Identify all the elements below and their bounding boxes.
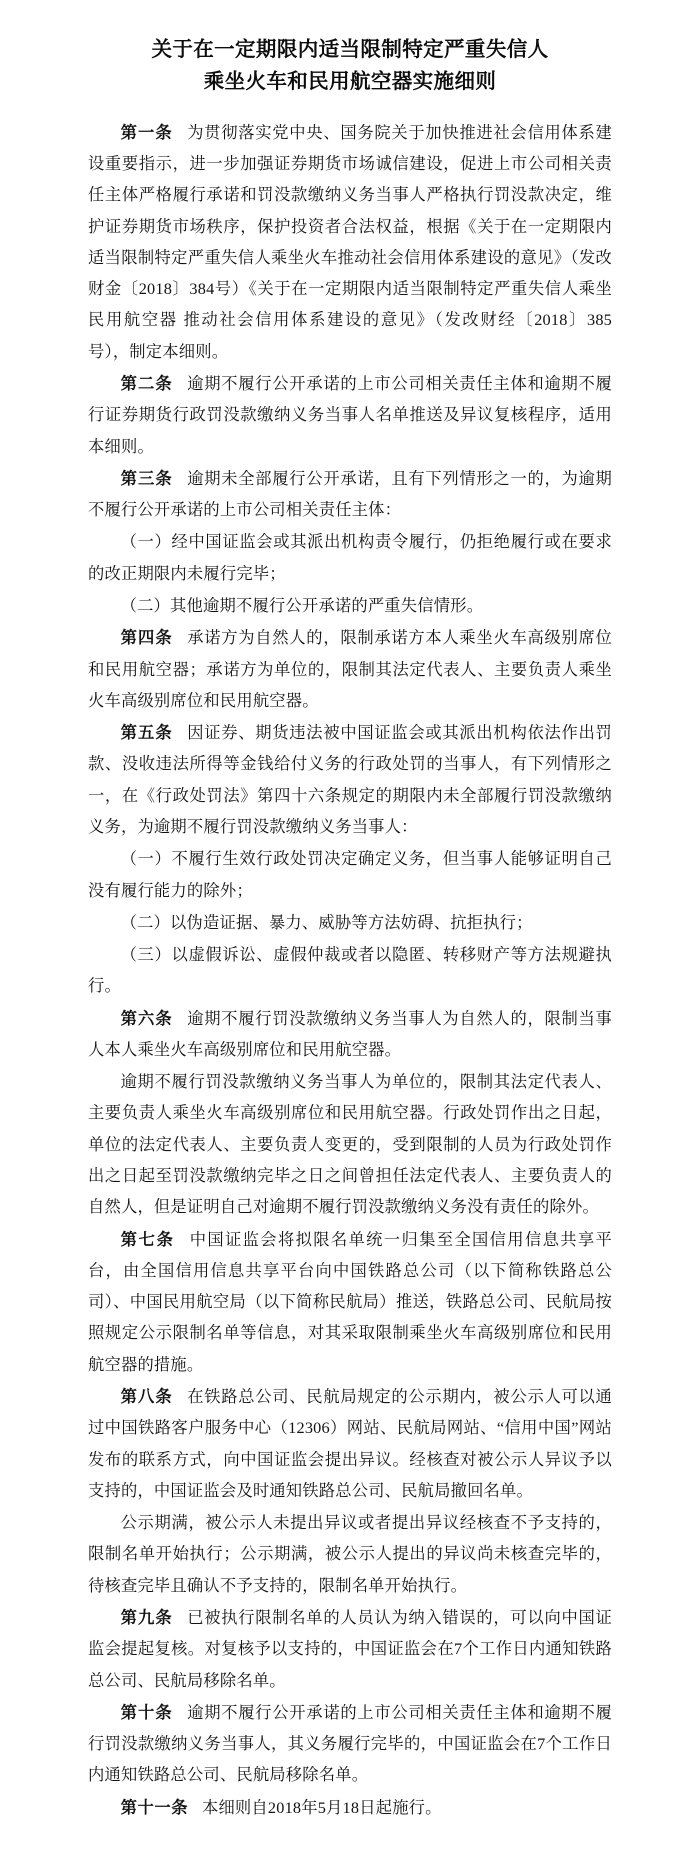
article-paragraph xyxy=(88,1003,612,1066)
paragraph-text: 在铁路总公司、民航局规定的公示期内，被公示人可以通过中国铁路客户服务中心（12306）网站、民航局网站、“信用中国”网站发布的联系方式，向中国证监会提出异议。经核查对被公示人异议予以支持的，中国证监会及时通知铁路总公司、民航局撤回名单。 xyxy=(88,1387,612,1500)
paragraph-text: 已被执行限制名单的人员认为纳入错误的，可以向中国证监会提起复核。对复核予以支持的，中国证监会在7个工作日内通知铁路总公司、民航局移除名单。 xyxy=(88,1607,612,1690)
article-paragraph xyxy=(88,622,612,716)
paragraph-text: 逾期不履行罚没款缴纳义务当事人为自然人的，限制当事人本人乘坐火车高级别席位和民用航空器。 xyxy=(88,1008,612,1059)
article-paragraph xyxy=(88,463,612,526)
article-marker: 第十一条 xyxy=(120,1797,189,1817)
paragraph-text: 承诺方为自然人的，限制承诺方本人乘坐火车高级别席位和民用航空器；承诺方为单位的，限制其法定代表人、主要负责人乘坐火车高级别席位和民用航空器。 xyxy=(88,628,612,710)
document-body xyxy=(88,117,612,1823)
paragraph-text: 中国证监会将拟限名单统一归集至全国信用信息共享平台，由全国信用信息共享平台向中国铁路总公司（以下简称铁路总公司）、中国民用航空局（以下简称民航局）推送，铁路总公司、民航局按照规定公示限制名单等信息，对其采取限制乘坐火车高级别席位和民用航空器的措施。 xyxy=(88,1229,612,1374)
article-marker: 第八条 xyxy=(120,1387,173,1406)
body-paragraph xyxy=(88,939,612,1002)
paragraph-text: 为贯彻落实党中央、国务院关于加快推进社会信用体系建设重要指示，进一步加强证券期货市场诚信建设，促进上市公司相关责任主体严格履行承诺和罚没款缴纳义务当事人严格执行罚没款决定，维护证券期货市场秩序，保护投资者合法权益，根据《关于在一定期限内适当限制特定严重失信人乘坐火车推动社会信用体系建设的意见》（发改财金〔2018〕384号）《关于在一定期限内适当限制特定严重失信人乘坐民用航空器 推动社会信用体系建设的意见》（发改财经〔2018〕385号），制定本细则。 xyxy=(88,122,612,361)
article-marker: 第三条 xyxy=(120,468,173,488)
paragraph-text: （一）不履行生效行政处罚决定确定义务，但当事人能够证明自己没有履行能力的除外； xyxy=(88,849,612,900)
paragraph-text: （一）经中国证监会或其派出机构责令履行，仍拒绝履行或在要求的改正期限内未履行完毕； xyxy=(88,532,612,583)
paragraph-text: （二）其他逾期不履行公开承诺的严重失信情形。 xyxy=(120,595,484,615)
page-title-line-2: 乘坐火车和民用航空器实施细则 xyxy=(203,71,497,94)
article-paragraph xyxy=(88,368,612,462)
article-marker: 第一条 xyxy=(120,122,173,142)
body-paragraph xyxy=(88,526,612,589)
article-paragraph xyxy=(88,1697,612,1791)
paragraph-text: 逾期不履行公开承诺的上市公司相关责任主体和逾期不履行证券期货行政罚没款缴纳义务当事人名单推送及异议复核程序，适用本细则。 xyxy=(88,374,612,456)
article-marker: 第七条 xyxy=(120,1229,175,1249)
paragraph-text: 本细则自2018年5月18日起施行。 xyxy=(201,1797,442,1817)
paragraph-text: （二）以伪造证据、暴力、威胁等方法妨碍、抗拒执行； xyxy=(120,912,533,932)
article-marker: 第九条 xyxy=(120,1607,173,1627)
paragraph-text: 逾期未全部履行公开承诺，且有下列情形之一的，为逾期不履行公开承诺的上市公司相关责任主体： xyxy=(88,468,612,520)
page-title-line-1: 关于在一定期限内适当限制特定严重失信人 xyxy=(151,39,549,61)
paragraph-text: 公示期满，被公示人未提出异议或者提出异议经核查不予支持的，限制名单开始执行；公示期满，被公示人提出的异议尚未核查完毕的，待核查完毕且确认不予支持的，限制名单开始执行。 xyxy=(88,1513,612,1595)
article-marker: 第十条 xyxy=(120,1702,173,1722)
body-paragraph xyxy=(88,843,612,906)
body-paragraph xyxy=(88,1066,612,1222)
paragraph-text: 逾期不履行公开承诺的上市公司相关责任主体和逾期不履行罚没款缴纳义务当事人，其义务履行完毕的，中国证监会在7个工作日内通知铁路总公司、民航局移除名单。 xyxy=(88,1702,612,1785)
page-title xyxy=(88,34,612,99)
paragraph-text: （三）以虚假诉讼、虚假仲裁或者以隐匿、转移财产等方法规避执行。 xyxy=(88,945,612,996)
paragraph-text: 逾期不履行罚没款缴纳义务当事人为单位的，限制其法定代表人、主要负责人乘坐火车高级别席位和民用航空器。行政处罚作出之日起，单位的法定代表人、主要负责人变更的，受到限制的人员为行政处罚作出之日起至罚没款缴纳完毕之日之间曾担任法定代表人、主要负责人的自然人，但是证明自己对逾期不履行罚没款缴纳义务没有责任的除外。 xyxy=(88,1072,612,1217)
body-paragraph xyxy=(88,907,612,938)
article-marker: 第四条 xyxy=(120,628,173,648)
article-marker: 第六条 xyxy=(120,1008,173,1028)
article-paragraph xyxy=(88,1602,612,1696)
article-marker: 第二条 xyxy=(120,374,173,393)
article-paragraph xyxy=(88,117,612,367)
article-paragraph xyxy=(88,1792,612,1823)
body-paragraph xyxy=(88,1507,612,1601)
paragraph-text: 因证券、期货违法被中国证监会或其派出机构依法作出罚款、没收违法所得等金钱给付义务的行政处罚的当事人，有下列情形之一，在《行政处罚法》第四十六条规定的期限内未全部履行罚没款缴纳义务，为逾期不履行罚没款缴纳义务当事人： xyxy=(88,723,612,836)
article-marker: 第五条 xyxy=(120,723,173,743)
body-paragraph xyxy=(88,590,612,621)
article-paragraph xyxy=(88,1381,612,1506)
article-paragraph xyxy=(88,1224,612,1380)
article-paragraph xyxy=(88,717,612,842)
